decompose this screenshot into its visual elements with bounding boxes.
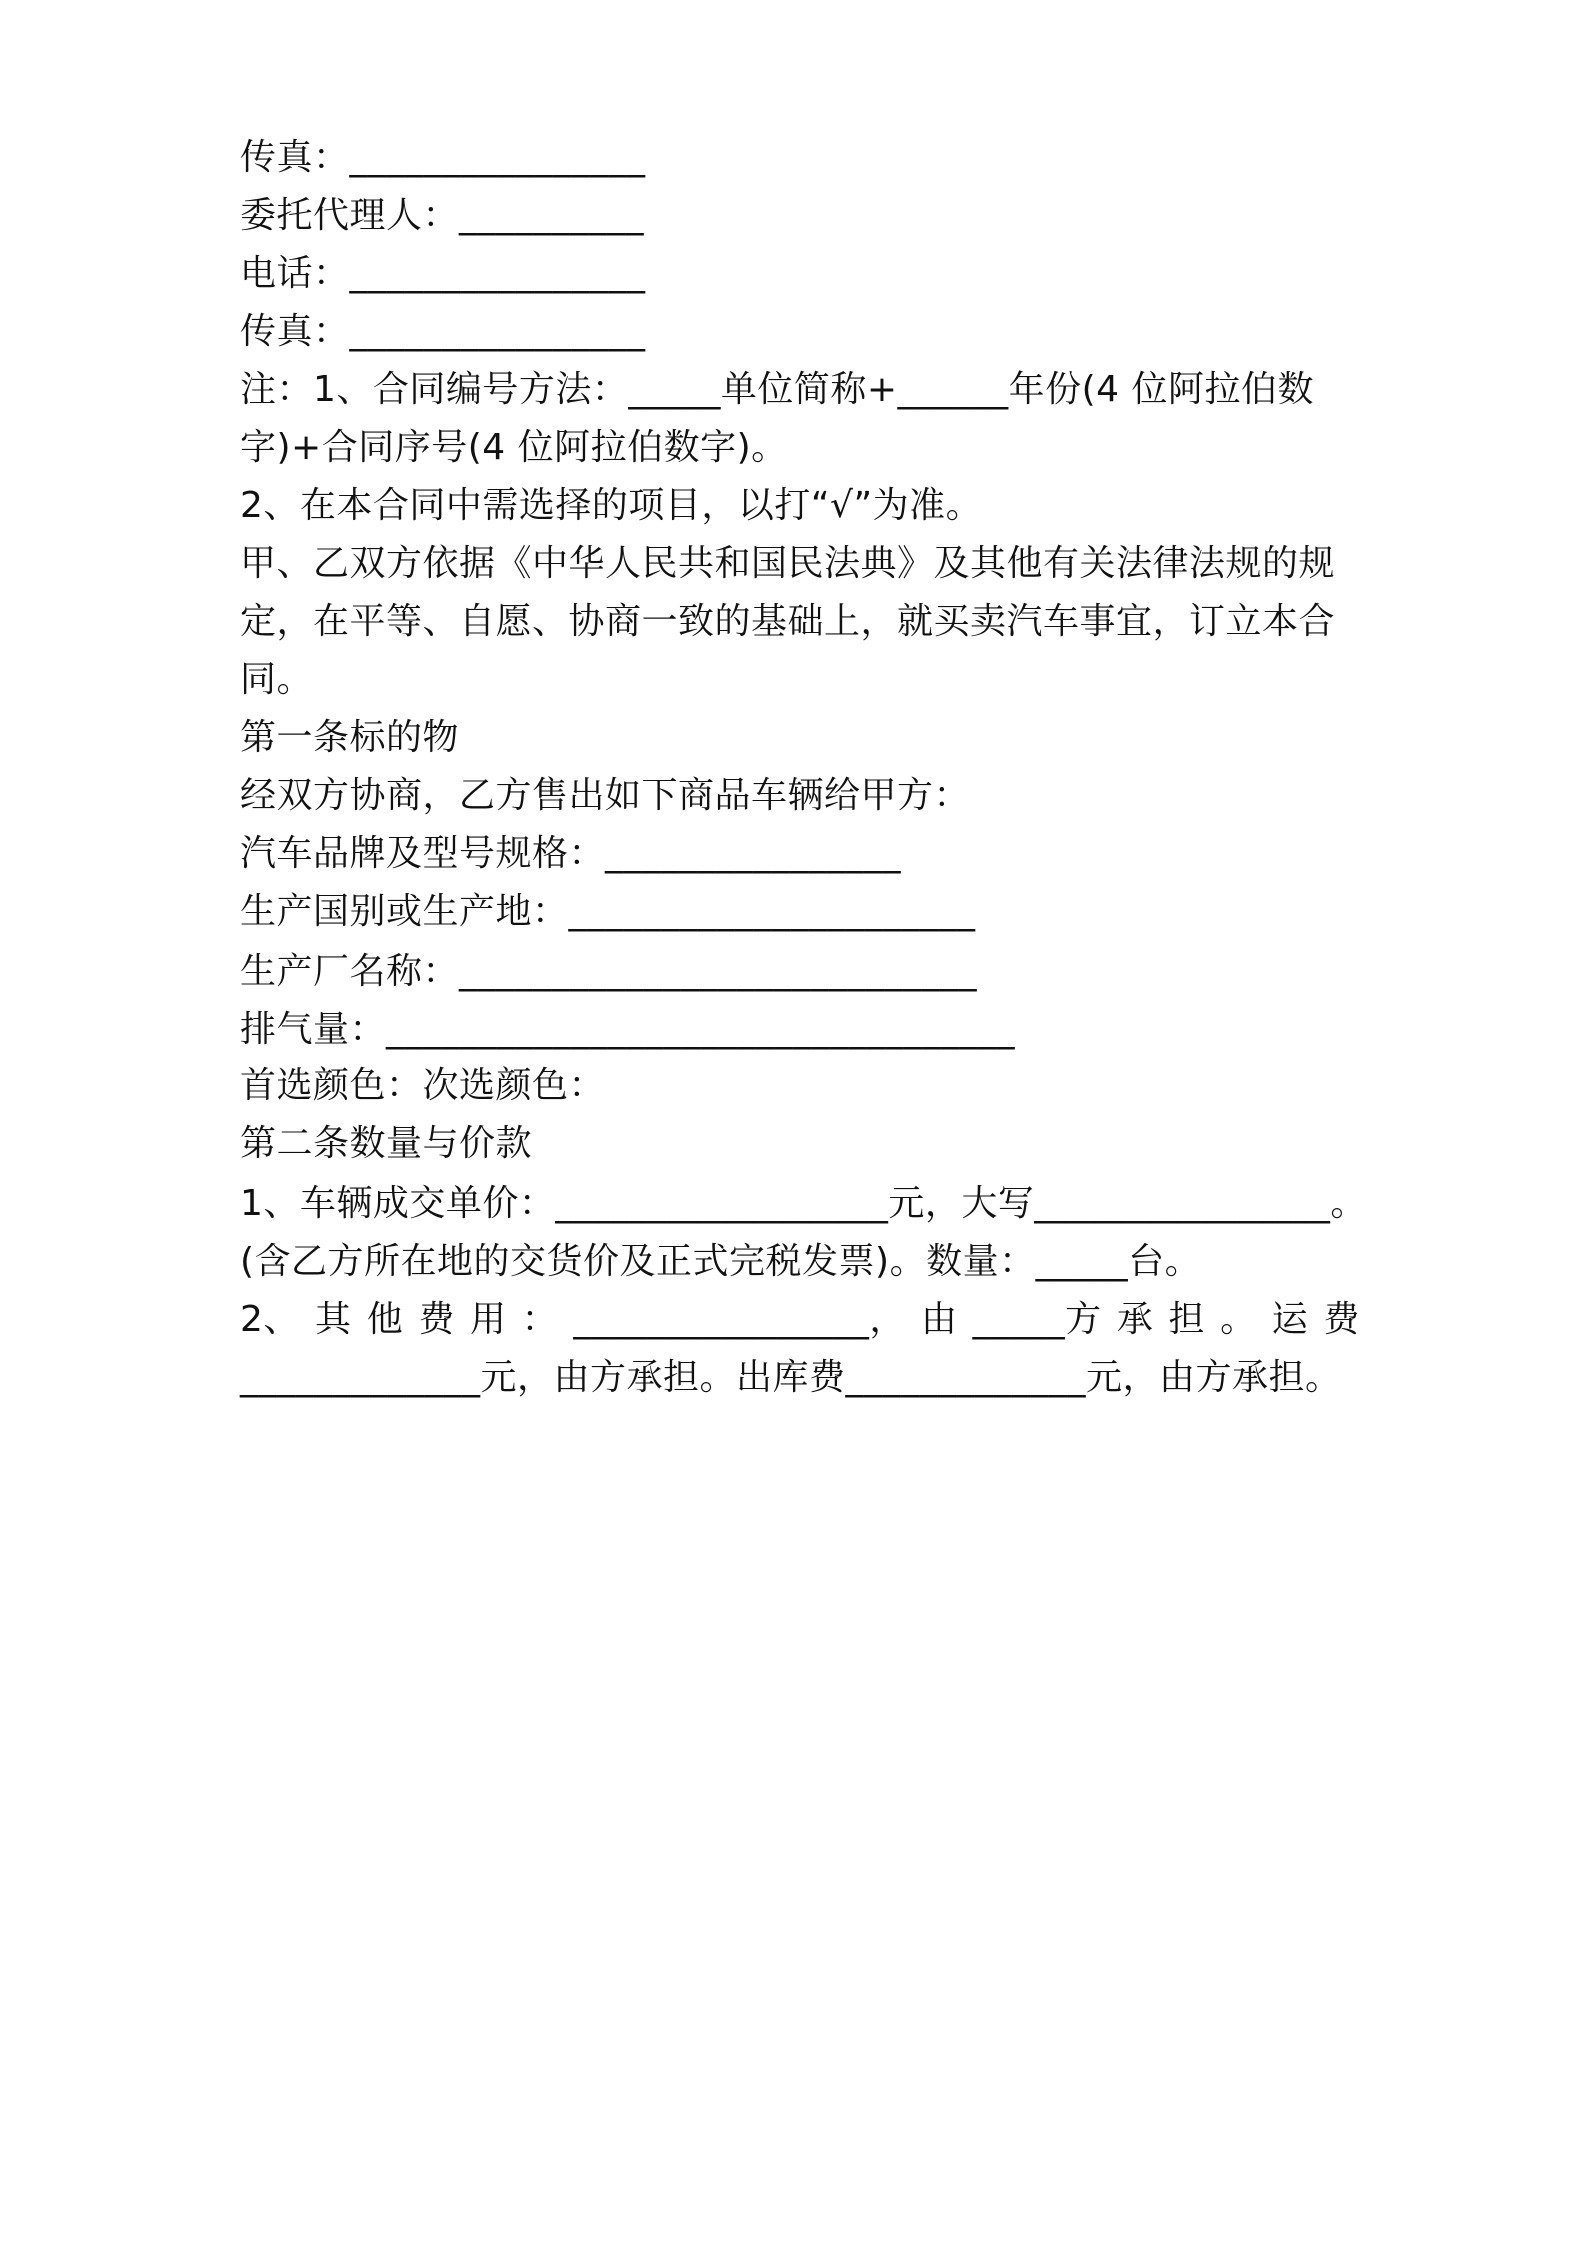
brand-model-line: 汽车品牌及型号规格：________________ <box>240 833 902 874</box>
text-segment: 运 <box>1271 1299 1309 1340</box>
preamble-line-2: 定，在平等、自愿、协商一致的基础上，就买卖汽车事宜，订立本合 <box>240 601 1336 642</box>
other-fees-line <box>240 1296 1360 1344</box>
note-1-line-b: 字)+合同序号(4 位阿拉伯数字)。 <box>240 427 788 468</box>
text-segment: 由 <box>920 1299 958 1340</box>
manufacturer-line: 生产厂名称：____________________________ <box>240 951 978 992</box>
phone-line: 电话：________________ <box>240 253 646 294</box>
color-line: 首选颜色：次选颜色： <box>240 1065 606 1106</box>
text-segment: 其 <box>315 1299 352 1340</box>
fax-line-1: 传真：________________ <box>240 137 646 178</box>
text-segment: 他 <box>366 1299 404 1340</box>
text-segment: ： <box>521 1299 559 1340</box>
displacement-line: 排气量：__________________________________ <box>240 1009 1016 1050</box>
text-segment: 担 <box>1168 1299 1205 1340</box>
freight-line <box>240 1354 1342 1402</box>
text-segment: 费 <box>1323 1299 1360 1340</box>
article-1-heading: 第一条标的物 <box>240 717 460 758</box>
freight-text: 元，由方承担。出库费_____________元，由方承担。 <box>480 1357 1342 1398</box>
text-segment: 。 <box>1220 1299 1257 1340</box>
note-1-line-a: 注：1、合同编号方法：_____单位简称+______年份(4 位阿拉伯数 <box>240 369 1314 410</box>
text-segment: _____方 <box>972 1299 1102 1340</box>
text-segment: 用 <box>470 1299 507 1340</box>
text-segment: 承 <box>1116 1299 1154 1340</box>
origin-line: 生产国别或生产地：______________________ <box>240 891 976 932</box>
fax-line-2: 传真：________________ <box>240 311 646 352</box>
text-segment: ________________， <box>573 1299 906 1340</box>
article-2-heading: 第二条数量与价款 <box>240 1123 533 1164</box>
freight-blank: _____________ <box>240 1357 481 1398</box>
unit-price-line: 1、车辆成交单价：__________________元，大写________________。 <box>240 1183 1367 1224</box>
text-segment: 2、 <box>240 1299 300 1340</box>
agent-line: 委托代理人：__________ <box>240 195 645 236</box>
article-1-intro: 经双方协商，乙方售出如下商品车辆给甲方： <box>240 775 971 816</box>
quantity-line: (含乙方所在地的交货价及正式完税发票)。数量：_____台。 <box>240 1241 1202 1282</box>
note-2-line: 2、在本合同中需选择的项目，以打“√”为准。 <box>240 485 983 526</box>
text-segment: 费 <box>418 1299 455 1340</box>
preamble-line-1: 甲、乙双方依据《中华人民共和国民法典》及其他有关法律法规的规 <box>240 543 1336 584</box>
preamble-line-3: 同。 <box>240 659 314 700</box>
